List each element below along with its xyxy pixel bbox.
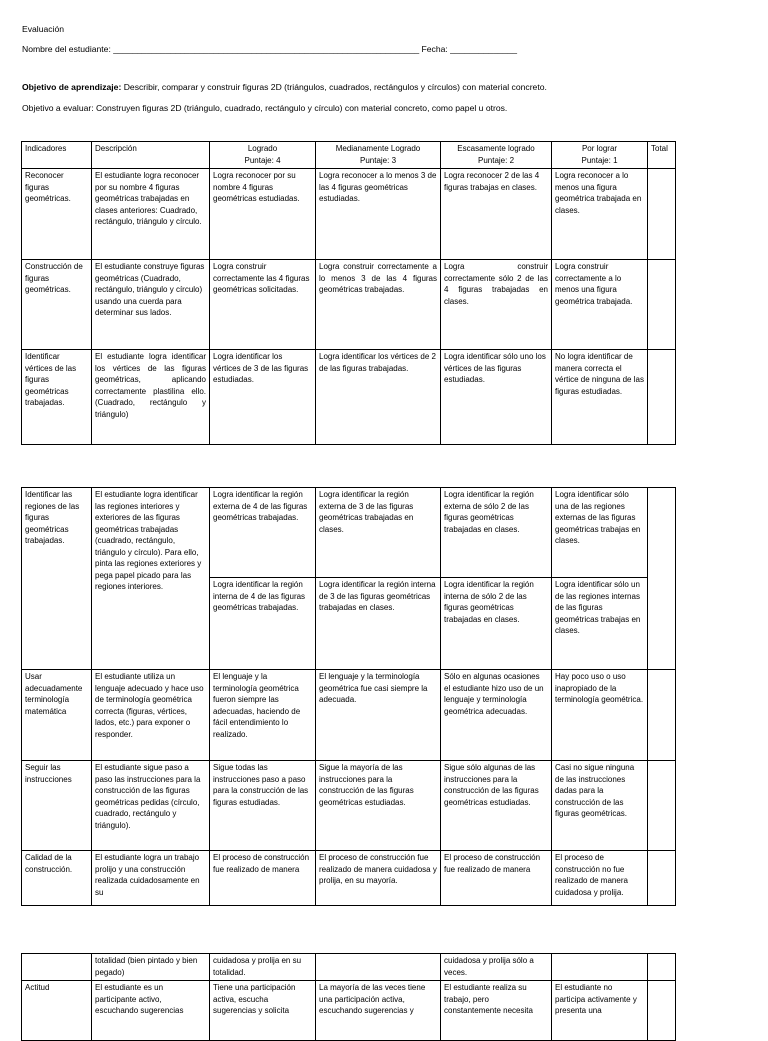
description-cell: El estudiante es un participante activo, escuchando sugerencias (92, 981, 210, 1041)
document-title: Evaluación (22, 24, 65, 34)
total-cell[interactable] (648, 670, 676, 761)
description-cell: totalidad (bien pintado y bien pegado) (92, 954, 210, 981)
escasamente-cell: El proceso de construcción fue realizado de manera (441, 851, 552, 906)
header-por-lograr: Por lograr Puntaje: 1 (552, 142, 648, 169)
por-lograr-cell: No logra identificar de manera correcta el vértice de ninguna de las figuras estudiadas. (552, 350, 648, 445)
description-cell: El estudiante logra identificar las regiones interiores y exteriores de las figuras geométricas trabajadas (cuadrado, rectángulo, triángulo y círculo). Para ello, pinta las regiones exteriores y pega papel picado para las regiones interiores. (92, 488, 210, 670)
logrado-cell: Logra construir correctamente las 4 figuras geométricas solicitadas. (210, 260, 316, 350)
header-indicadores: Indicadores (22, 142, 92, 169)
total-cell[interactable] (648, 981, 676, 1041)
indicator-cell: Reconocer figuras geométricas. (22, 169, 92, 260)
learning-objective (22, 82, 547, 93)
description-cell: El estudiante sigue paso a paso las instrucciones para la construcción de las figuras geométricas pedidas (círculo, cuadrado, rectángulo y triángulo). (92, 761, 210, 851)
description-cell: El estudiante utiliza un lenguaje adecuado y hace uso de terminología geométrica correcta (figuras, vértices, lados, etc.) para exponer o responder. (92, 670, 210, 761)
escasamente-cell: cuidadosa y prolija sólo a veces. (441, 954, 552, 981)
indicator-cell (22, 954, 92, 981)
medianamente-cell: Logra identificar la región externa de 3 de las figuras geométricas trabajadas en clases. (316, 488, 441, 578)
medianamente-cell: El proceso de construcción fue realizado de manera cuidadosa y prolija, en su mayoría. (316, 851, 441, 906)
total-cell[interactable] (648, 761, 676, 851)
evaluation-objective: Objetivo a evaluar: Construyen figuras 2D (triángulo, cuadrado, rectángulo y círculo) con material concreto, como papel u otros. (22, 103, 508, 113)
por-lograr-cell: Casi no sigue ninguna de las instrucciones dadas para la construcción de las figuras geométricas. (552, 761, 648, 851)
logrado-cell: cuidadosa y prolija en su totalidad. (210, 954, 316, 981)
table-row (22, 670, 676, 761)
total-cell[interactable] (648, 954, 676, 981)
indicator-cell: Usar adecuadamente terminología matemática (22, 670, 92, 761)
medianamente-cell: Logra identificar la región interna de 3 de las figuras geométricas trabajadas en clases. (316, 578, 441, 670)
header-descripcion: Descripción (92, 142, 210, 169)
logrado-cell: Tiene una participación activa, escucha sugerencias y solicita (210, 981, 316, 1041)
header-row (22, 142, 676, 169)
indicator-cell: Construcción de figuras geométricas. (22, 260, 92, 350)
description-cell: El estudiante logra identificar los vértices de las figuras geométricas, aplicando correctamente plastilina ello. (Cuadrado, rectángulo y triángulo) (92, 350, 210, 445)
escasamente-cell: Logra identificar la región interna de sólo 2 de las figuras geométricas trabajadas en clases. (441, 578, 552, 670)
indicator-cell: Seguir las instrucciones (22, 761, 92, 851)
rubric-table-page1 (21, 141, 676, 445)
table-row (22, 169, 676, 260)
table-row (22, 761, 676, 851)
total-cell[interactable] (648, 488, 676, 670)
escasamente-cell: El estudiante realiza su trabajo, pero constantemente necesita (441, 981, 552, 1041)
medianamente-cell: El lenguaje y la terminología geométrica fue casi siempre la adecuada. (316, 670, 441, 761)
table-row (22, 981, 676, 1041)
por-lograr-cell: Logra identificar sólo una de las regiones externas de las figuras geométricas trabajas en clases. (552, 488, 648, 578)
logrado-cell: Logra identificar los vértices de 3 de las figuras estudiadas. (210, 350, 316, 445)
escasamente-cell: Sigue sólo algunas de las instrucciones para la construcción de las figuras geométricas estudiadas. (441, 761, 552, 851)
description-cell: El estudiante logra reconocer por su nombre 4 figuras geométricas trabajadas en clases anteriores: Cuadrado, rectángulo, triángulo y círculo. (92, 169, 210, 260)
table-row (22, 488, 676, 578)
indicator-cell: Identificar las regiones de las figuras geométricas trabajadas. (22, 488, 92, 670)
total-cell[interactable] (648, 851, 676, 906)
table-row (22, 851, 676, 906)
indicator-cell: Identificar vértices de las figuras geométricas trabajadas. (22, 350, 92, 445)
medianamente-cell: Logra construir correctamente a lo menos 3 de las 4 figuras geométricas trabajadas. (316, 260, 441, 350)
logrado-cell: Logra reconocer por su nombre 4 figuras geométricas estudiadas. (210, 169, 316, 260)
por-lograr-cell: Logra identificar sólo un de las regiones internas de las figuras geométricas trabajas en clases. (552, 578, 648, 670)
description-cell: El estudiante construye figuras geométricas (Cuadrado, rectángulo, triángulo y círculo) usando una cuerda para determinar sus lados. (92, 260, 210, 350)
por-lograr-cell: El proceso de construcción no fue realizado de manera cuidadosa y prolija. (552, 851, 648, 906)
medianamente-cell: Logra identificar los vértices de 2 de las figuras trabajadas. (316, 350, 441, 445)
medianamente-cell: La mayoría de las veces tiene una participación activa, escuchando sugerencias y (316, 981, 441, 1041)
por-lograr-cell: Logra reconocer a lo menos una figura geométrica trabajada en clases. (552, 169, 648, 260)
total-cell[interactable] (648, 260, 676, 350)
table-row (22, 954, 676, 981)
indicator-cell: Calidad de la construcción. (22, 851, 92, 906)
por-lograr-cell: Hay poco uso o uso inapropiado de la terminología geométrica. (552, 670, 648, 761)
escasamente-cell: Logra identificar la región externa de sólo 2 de las figuras geométricas trabajadas en clases. (441, 488, 552, 578)
escasamente-cell: Logra reconocer 2 de las 4 figuras trabajas en clases. (441, 169, 552, 260)
logrado-cell: Logra identificar la región interna de 4 de las figuras geométricas trabajadas. (210, 578, 316, 670)
logrado-cell: El lenguaje y la terminología geométrica fueron siempre las adecuadas, haciendo de fácil entendimiento lo realizado. (210, 670, 316, 761)
description-cell: El estudiante logra un trabajo prolijo y una construcción realizada cuidadosamente en su (92, 851, 210, 906)
rubric-table-page2 (21, 487, 676, 906)
header-escasamente: Escasamente logrado Puntaje: 2 (441, 142, 552, 169)
rubric-table-page3 (21, 953, 676, 1041)
medianamente-cell: Sigue la mayoría de las instrucciones para la construcción de las figuras geométricas estudiadas. (316, 761, 441, 851)
escasamente-cell: Logra construir correctamente sólo 2 de las 4 figuras trabajadas en clases. (441, 260, 552, 350)
logrado-cell: El proceso de construcción fue realizado de manera (210, 851, 316, 906)
por-lograr-cell: El estudiante no participa activamente y presenta una (552, 981, 648, 1041)
por-lograr-cell (552, 954, 648, 981)
total-cell[interactable] (648, 169, 676, 260)
total-cell[interactable] (648, 350, 676, 445)
escasamente-cell: Sólo en algunas ocasiones el estudiante hizo uso de un lenguaje y terminología geométrica adecuadas. (441, 670, 552, 761)
objective-text: Describir, comparar y construir figuras 2D (triángulos, cuadrados, rectángulos y círculos) con material concreto. (121, 82, 547, 92)
header-medianamente: Medianamente Logrado Puntaje: 3 (316, 142, 441, 169)
medianamente-cell: Logra reconocer a lo menos 3 de las 4 figuras geométricas estudiadas. (316, 169, 441, 260)
objective-label: Objetivo de aprendizaje: (22, 82, 122, 92)
header-logrado: Logrado Puntaje: 4 (210, 142, 316, 169)
escasamente-cell: Logra identificar sólo uno los vértices de las figuras estudiadas. (441, 350, 552, 445)
student-name-line: Nombre del estudiante: ________________________________________________________________ Fecha: ______________ (22, 44, 518, 54)
logrado-cell: Logra identificar la región externa de 4 de las figuras geométricas trabajadas. (210, 488, 316, 578)
medianamente-cell (316, 954, 441, 981)
header-total: Total (648, 142, 676, 169)
logrado-cell: Sigue todas las instrucciones paso a paso para la construcción de las figuras estudiadas. (210, 761, 316, 851)
table-row (22, 350, 676, 445)
indicator-cell: Actitud (22, 981, 92, 1041)
table-row (22, 260, 676, 350)
por-lograr-cell: Logra construir correctamente a lo menos una figura geométrica trabajada. (552, 260, 648, 350)
